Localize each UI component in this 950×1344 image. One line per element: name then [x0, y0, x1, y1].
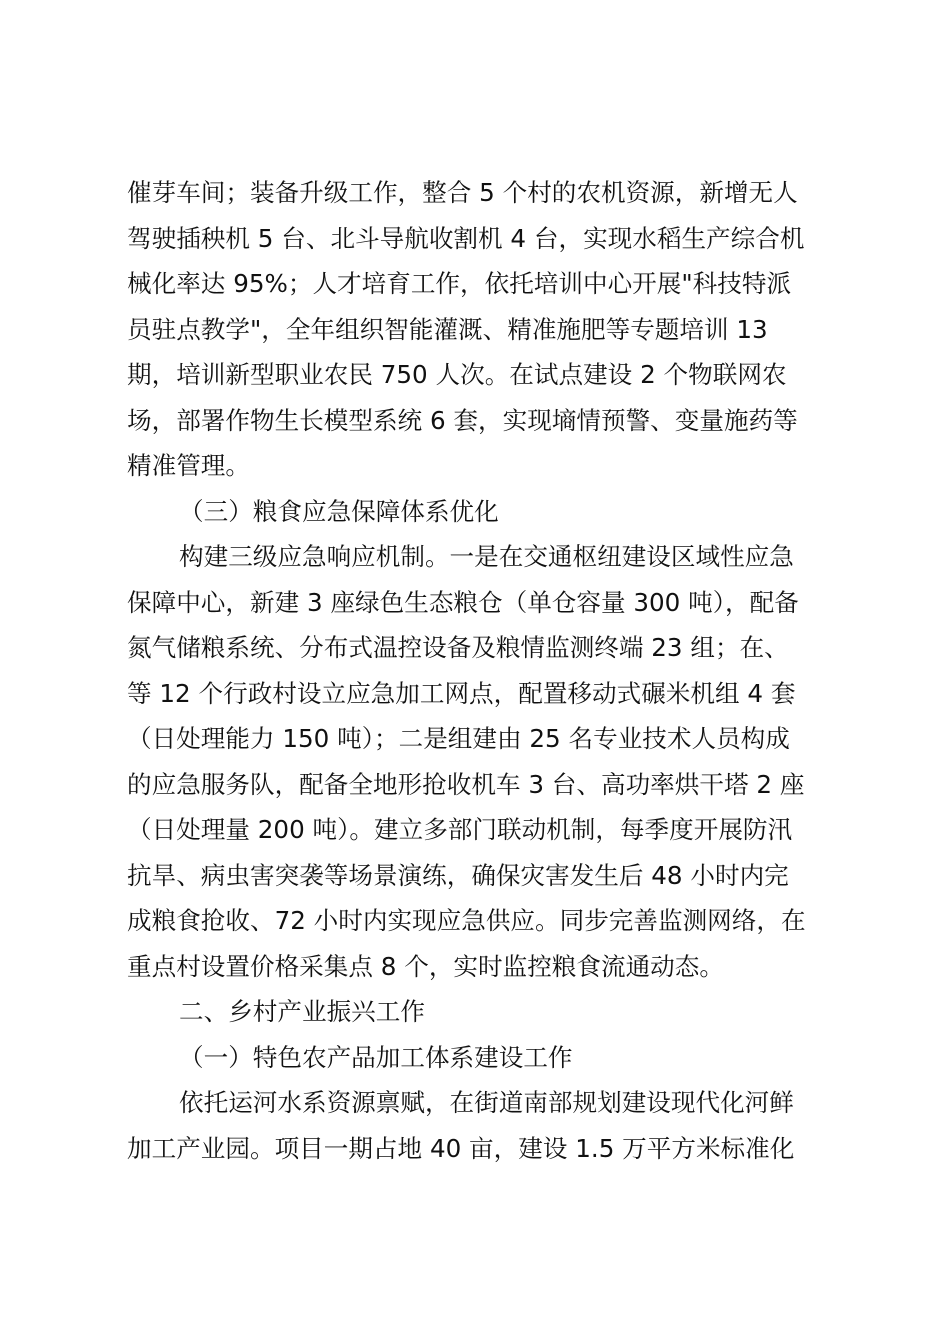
text-line: （日处理量 200 吨）。建立多部门联动机制，每季度开展防汛 [127, 815, 793, 844]
text-line: 期，培训新型职业农民 750 人次。在试点建设 2 个物联网农 [127, 360, 787, 389]
text-line: 抗旱、病虫害突袭等场景演练，确保灾害发生后 48 小时内完 [127, 860, 789, 890]
text-line: 场，部署作物生长模型系统 6 套，实现墒情预警、变量施药等 [127, 405, 798, 435]
subheading-grain-emergency: （三）粮食应急保障体系优化 [179, 496, 499, 526]
text-line: 氮气储粮系统、分布式温控设备及粮情监测终端 23 组；在、 [127, 633, 789, 662]
text-line: 驾驶插秧机 5 台、北斗导航收割机 4 台，实现水稻生产综合机 [127, 223, 805, 253]
text-line: 等 12 个行政村设立应急加工网点，配置移动式碾米机组 4 套 [127, 678, 796, 708]
text-line: 员驻点教学"，全年组织智能灌溉、精准施肥等专题培训 13 [127, 314, 768, 344]
text-line: 保障中心，新建 3 座绿色生态粮仓（单仓容量 300 吨），配备 [127, 587, 799, 617]
text-line: 重点村设置价格采集点 8 个，实时监控粮食流通动态。 [127, 951, 724, 981]
section-heading-rural-industry: 二、乡村产业振兴工作 [179, 997, 425, 1026]
text-line: 加工产业园。项目一期占地 40 亩，建设 1.5 万平方米标准化 [127, 1133, 795, 1163]
document-page [127, 170, 833, 1171]
subheading-processing-system: （一）特色农产品加工体系建设工作 [179, 1042, 573, 1072]
paragraph-continuation [127, 170, 833, 489]
text-line: 催芽车间；装备升级工作，整合 5 个村的农机资源，新增无人 [127, 178, 798, 207]
text-line: 精准管理。 [127, 451, 250, 480]
text-line: 械化率达 95%；人才培育工作，依托培训中心开展"科技特派 [127, 269, 792, 298]
text-line: 依托运河水系资源禀赋，在街道南部规划建设现代化河鲜 [179, 1088, 794, 1117]
text-line: 的应急服务队，配备全地形抢收机车 3 台、高功率烘干塔 2 座 [127, 769, 805, 799]
paragraph-processing-park [127, 1080, 833, 1171]
text-line: 成粮食抢收、72 小时内实现应急供应。同步完善监测网络，在 [127, 906, 806, 935]
text-line: （日处理能力 150 吨）；二是组建由 25 名专业技术人员构成 [127, 724, 790, 753]
paragraph-emergency-mechanism [127, 534, 833, 989]
text-line: 构建三级应急响应机制。一是在交通枢纽建设区域性应急 [179, 542, 794, 571]
